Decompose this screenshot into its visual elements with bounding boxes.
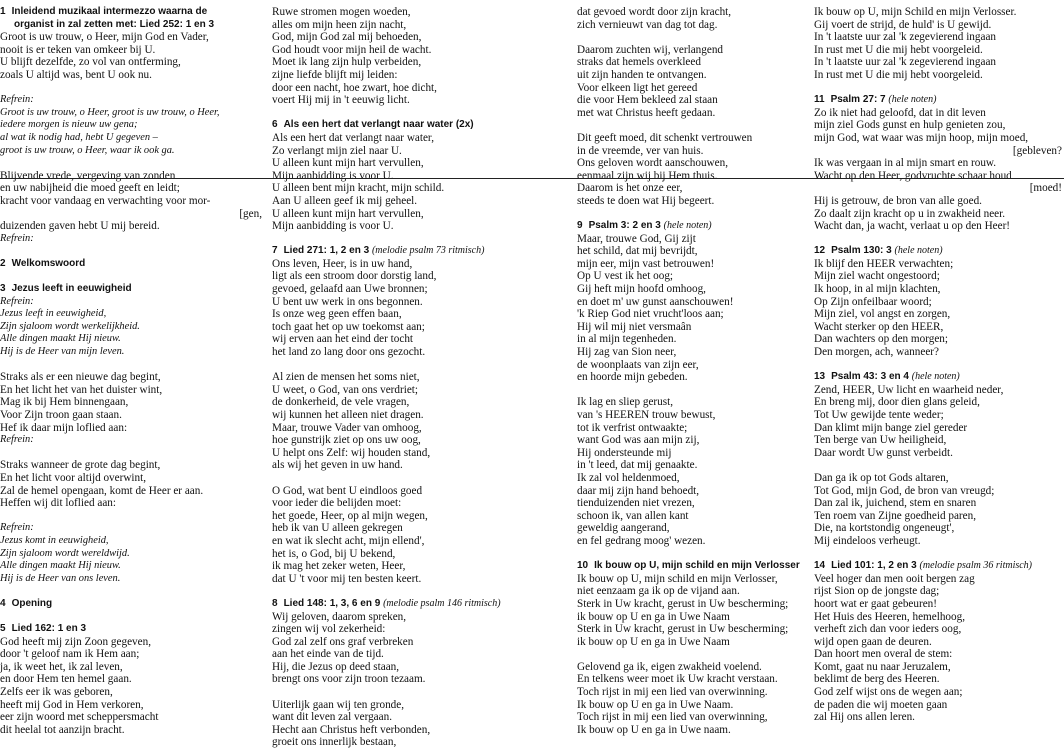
- verse-line: mijn God, wat waar was mijn hoop, mijn moed,: [814, 131, 1029, 144]
- verse-line: Heffen wij dit loflied aan:: [0, 497, 116, 510]
- verse-line: Gij heft mijn hoofd omhoog,: [577, 283, 706, 296]
- verse-line: Hecht aan Christus heft verbonden,: [272, 723, 431, 736]
- section-heading: [0, 283, 262, 296]
- verse-line: Dan klimt mijn bange ziel gereder: [814, 421, 968, 434]
- verse-line: dit heelal tot aanzijn bracht.: [0, 723, 125, 736]
- section-8: [272, 585, 544, 749]
- verse-line: Komt, gaat nu naar Jeruzalem,: [814, 660, 951, 673]
- spacer: [814, 548, 1062, 561]
- spacer: [0, 585, 262, 598]
- section-heading: [577, 220, 809, 233]
- verse-line: de paden die wij moeten gaan: [814, 698, 948, 711]
- spacer: [0, 270, 262, 283]
- verse-line: heb ik van U alleen gekregen: [272, 522, 403, 535]
- verse-line: U alleen kunt mijn hart vervullen,: [272, 157, 424, 170]
- section-number: 7: [272, 245, 278, 257]
- verse-line: Voor elkeen ligt het gereed: [577, 81, 698, 94]
- verse-line: wij kunnen het alleen niet dragen.: [272, 409, 424, 421]
- melody-note: (melodie psalm 73 ritmisch): [371, 245, 485, 257]
- verse-line: Ons leven, Heer, is in uw hand,: [272, 257, 413, 270]
- verse-line: zingen wij vol zekerheid:: [272, 623, 386, 636]
- verse-line: wij erven aan het eind der tocht: [272, 333, 414, 346]
- verse-line: brengt ons voor zijn troon tezaam.: [272, 673, 426, 686]
- verse-line: Aan U alleen geef ik mij geheel.: [272, 194, 418, 207]
- verse-line: Mijn ziel, vol angst en zorgen,: [814, 308, 951, 321]
- verse-line: voert Hij mij in 't eeuwig licht.: [272, 94, 410, 107]
- melody-note: (hele noten): [888, 94, 937, 106]
- section-number: 2: [0, 257, 6, 269]
- verse-line: In 't laatste uur zal 'k zegevierend ingaan: [814, 31, 997, 44]
- verse-line: Zend, HEER, Uw licht en waarheid neder,: [814, 383, 1004, 396]
- verse-line: Wacht dan, ja wacht, verlaat u op den Heer!: [814, 220, 1011, 233]
- verse-line: en doet m' uw gunst aanschouwen!: [577, 295, 734, 308]
- verse-line: zal Hij ons allen leren.: [814, 711, 915, 724]
- verse-line: Ruwe stromen mogen woeden,: [272, 6, 411, 18]
- verse-line: schoon ik, van allen kant: [577, 509, 689, 522]
- verse-line: straks dat hemels overkleed: [577, 56, 701, 69]
- verse-line: en wat ik slecht acht, mijn ellend',: [272, 534, 425, 547]
- verse-line: Hij ondersteunde mij: [577, 446, 672, 459]
- section-heading: [577, 560, 809, 573]
- verse-line: eer zijn woord met scheppersmacht: [0, 711, 159, 724]
- verse-line: en fel gedrang moog' wezen.: [577, 534, 706, 547]
- verse-line: Dan zal ik, juichend, stem en snaren: [814, 497, 977, 510]
- refrain-line: Hij is de Heer van mijn leven.: [0, 346, 125, 358]
- verse-line: Ik blijf den HEER verwachten;: [814, 257, 954, 270]
- section-number: 8: [272, 597, 278, 609]
- verse-line: in de vreemde, ver van huis.: [577, 144, 704, 157]
- verse-line: en uw nabijheid die moed geeft en leidt;: [0, 182, 180, 195]
- verse-line: Mijn aanbidding is voor U.: [272, 220, 394, 233]
- refrain-line: Zijn sjaloom wordt werkelijkheid.: [0, 320, 140, 332]
- verse-line: Sterk in Uw kracht, gerust in Uw bescherming;: [577, 597, 789, 610]
- heading-text: Lied 162: 1 en 3: [11, 623, 87, 635]
- verse-line: Moet ik lang zijn hulp verbeiden,: [272, 56, 422, 69]
- verse-line: zijne liefde blijft mij leiden:: [272, 68, 398, 81]
- verse-line: kracht voor vandaag en verwachting voor mor-: [0, 194, 211, 207]
- verse-line: Sterk in Uw kracht, gerust in Uw bescherming;: [577, 623, 789, 636]
- verse-line: Groot is uw trouw, o Heer, mijn God en Vader,: [0, 31, 209, 44]
- section-heading: [272, 245, 544, 258]
- spacer: [814, 82, 1062, 95]
- section-continued: [814, 6, 1062, 82]
- section-number: 1: [0, 6, 6, 17]
- verse-line: Ik bouw op U en ga in Uwe naam.: [577, 723, 731, 736]
- section-10: [577, 548, 809, 737]
- column-2: [272, 6, 544, 749]
- verse-line: Hij zag van Sion neer,: [577, 346, 677, 359]
- stanza-break: [272, 359, 544, 372]
- section-number: 4: [0, 597, 6, 609]
- heading-text: Psalm 27: 7: [830, 94, 886, 106]
- verse-line: met wat Christus heeft gedaan.: [577, 106, 716, 119]
- verse-line: steeds te doen wat Hij begeert.: [577, 194, 715, 207]
- column-3: [577, 6, 809, 736]
- heading-text: Psalm 43: 3 en 4: [831, 371, 909, 383]
- section-number: 13: [814, 371, 826, 383]
- verse-line: in 't leed, dat mij genaakte.: [577, 459, 698, 472]
- verse-line: Zelfs eer ik was geboren,: [0, 686, 113, 699]
- verse-line: Zo ik niet had geloofd, dat in dit leven: [814, 106, 986, 119]
- refrain-line: Refrein:: [0, 232, 34, 244]
- heading-text: Welkomswoord: [11, 257, 86, 269]
- verse-line: toch gaat het op uw toekomst aan;: [272, 320, 425, 333]
- stanza-break: [0, 82, 262, 95]
- verse-line: niet eenzaam ga ik op de vijand aan.: [577, 585, 740, 598]
- verse-line: En telkens weer moet ik Uw kracht verstaan.: [577, 673, 778, 686]
- section-2: [0, 245, 262, 270]
- verse-line: In 't laatste uur zal 'k zegevierend ingaan: [814, 56, 997, 69]
- section-heading: [272, 119, 544, 132]
- section-9: [577, 208, 809, 548]
- stanza-break: [577, 31, 809, 44]
- verse-line: Hef ik daar mijn loflied aan:: [0, 421, 128, 434]
- refrain-line: Refrein:: [0, 522, 34, 534]
- verse-line: Mij eindeloos verheugt.: [814, 534, 921, 547]
- melody-note: (hele noten): [894, 245, 943, 257]
- verse-line: En het licht voor altijd overwint,: [0, 471, 147, 484]
- verse-line: Tot Uw gewijde tente weder;: [814, 409, 944, 421]
- stanza-break: [0, 157, 262, 170]
- verse-line: ja, ik weet het, ik zal leven,: [0, 660, 123, 673]
- verse-line: Hij wil mij niet versmaân: [577, 320, 692, 333]
- verse-line: Zal de hemel opengaan, komt de Heer er aan.: [0, 484, 204, 497]
- verse-line: Wij geloven, daarom spreken,: [272, 610, 407, 623]
- section-number: 11: [814, 94, 825, 106]
- verse-line: door een nacht, hoe zwart, hoe dicht,: [272, 81, 437, 94]
- heading-text: Jezus leeft in eeuwigheid: [11, 283, 132, 295]
- verse-line: en door Hem ten hemel gaan.: [0, 673, 132, 686]
- verse-line: Op U vest ik het oog;: [577, 270, 674, 283]
- verse-line: Als een hert dat verlangt naar water,: [272, 131, 435, 144]
- section-number: 3: [0, 283, 6, 295]
- verse-line: de woonplaats van zijn eer,: [577, 358, 699, 371]
- verse-line: Maar, trouwe Vader van omhoog,: [272, 421, 422, 434]
- stanza-break: [0, 510, 262, 523]
- refrain-line: Zijn sjaloom wordt wereldwijd.: [0, 547, 130, 559]
- verse-line: ik bouw op U en ga in Uwe Naam: [577, 610, 730, 623]
- verse-line: In rust met U die mij hebt voorgeleid.: [814, 68, 983, 81]
- verse-line: Ik was vergaan in al mijn smart en rouw.: [814, 157, 997, 170]
- section-13: [814, 359, 1062, 548]
- verse-line: rijst Sion op de jongste dag;: [814, 585, 940, 598]
- verse-line: Op Zijn onfeilbaar woord;: [814, 295, 932, 308]
- stanza-break: [0, 447, 262, 460]
- section-1: [0, 6, 262, 245]
- refrain-line: Alle dingen maakt Hij nieuw.: [0, 333, 121, 345]
- verse-line: Ik bouw op U, mijn Schild en mijn Verlosser.: [814, 6, 1017, 18]
- spacer: [814, 233, 1062, 246]
- verse-line: Veel hoger dan men ooit bergen zag: [814, 572, 975, 585]
- section-number: 6: [272, 119, 278, 131]
- verse-line: Gelovend ga ik, eigen zwakheid voelend.: [577, 660, 762, 673]
- verse-line: [moed!: [1029, 182, 1062, 195]
- verse-line: zoals U altijd was, bent U ook nu.: [0, 68, 152, 81]
- verse-line: Mijn ziel wacht ongestoord;: [814, 270, 940, 283]
- verse-line: U alleen bent mijn kracht, mijn schild.: [272, 182, 445, 195]
- verse-line: in al mijn tegenheden.: [577, 333, 677, 346]
- section-number: 10: [577, 560, 589, 572]
- verse-line: het land zo lang door ons gezocht.: [272, 346, 426, 359]
- verse-line: Daarom is het onze eer,: [577, 182, 683, 195]
- section-12: [814, 233, 1062, 359]
- spacer: [272, 233, 544, 246]
- verse-line: het schild, dat mij bevrijdt,: [577, 245, 698, 258]
- verse-line: U helpt ons Zelf: wij houden stand,: [272, 446, 431, 459]
- refrain-line: al wat ik nodig had, hebt U gegeven –: [0, 131, 158, 143]
- verse-line: Daar wordt Uw gunst verbeidt.: [814, 446, 953, 459]
- melody-note: (melodie psalm 36 ritmisch): [919, 560, 1033, 572]
- verse-line: U blijft dezelfde, zo vol van ontferming,: [0, 56, 181, 69]
- verse-line: U weet, o God, van ons verdriet;: [272, 383, 419, 396]
- refrain-line: Alle dingen maakt Hij nieuw.: [0, 560, 121, 572]
- heading-text: Lied 101: 1, 2 en 3: [831, 560, 917, 572]
- verse-line: Hij is getrouw, de bron van alle goed.: [814, 194, 982, 207]
- verse-line: Toch rijst in mij een lied van overwinning,: [577, 711, 768, 724]
- verse-line: Voor Zijn troon gaan staan.: [0, 409, 122, 421]
- verse-line: daar mij zijn hand behoedt,: [577, 484, 700, 497]
- verse-line: Toch rijst in mij een lied van overwinning.: [577, 686, 768, 699]
- spacer: [272, 585, 544, 598]
- melody-note: (melodie psalm 146 ritmisch): [383, 597, 501, 609]
- verse-line: Wacht op den Heer, godvruchte schaar houd: [814, 169, 1012, 182]
- verse-line: God heeft mij zijn Zoon gegeven,: [0, 635, 151, 648]
- verse-line: Dan wachters op den morgen;: [814, 333, 949, 346]
- stanza-break: [0, 359, 262, 372]
- verse-line: verheft zich dan voor ieders oog,: [814, 623, 962, 636]
- verse-line: het goede, Heer, op al mijn wegen,: [272, 509, 428, 522]
- stanza-break: [272, 686, 544, 699]
- section-continued: [272, 6, 544, 107]
- verse-line: Zo verlangt mijn ziel naar U.: [272, 144, 402, 157]
- refrain-line: Refrein:: [0, 434, 34, 446]
- verse-line: en hoorde mijn gebeden.: [577, 371, 688, 384]
- verse-line: Gij voert de strijd, de huld' is U gewijd.: [814, 18, 992, 31]
- section-heading: [814, 371, 1062, 384]
- section-heading: [814, 94, 1062, 107]
- verse-line: gevoed, gelaafd aan Uwe bronnen;: [272, 283, 428, 296]
- spacer: [814, 359, 1062, 372]
- stanza-break: [577, 384, 809, 397]
- verse-line: ik bouw op U en ga in Uwe Naam: [577, 635, 730, 648]
- verse-line: Ten roem van Zijne goedheid paren,: [814, 509, 976, 522]
- verse-line: Mijn aanbidding is voor U.: [272, 169, 394, 182]
- section-heading: [0, 258, 262, 271]
- verse-line: O God, wat bent U eindloos goed: [272, 484, 423, 497]
- verse-line: mijn ziel Gods gunst en hulp genieten zou,: [814, 119, 1006, 132]
- verse-line: uit zijn handen te ontvangen.: [577, 68, 707, 81]
- verse-line: duizenden gaven hebt U mij bereid.: [0, 220, 160, 233]
- column-4: [814, 6, 1062, 724]
- verse-line: Den morgen, ach, wanneer?: [814, 346, 939, 359]
- heading-text: Lied 271: 1, 2 en 3: [283, 245, 370, 257]
- column-1: [0, 6, 262, 736]
- verse-line: dat U 't voor mij ten besten keert.: [272, 572, 422, 585]
- fold-line: [0, 178, 1064, 179]
- section-heading: [814, 245, 1062, 258]
- verse-line: beklimt de berg des Heeren.: [814, 673, 940, 686]
- verse-line: Mag ik bij Hem binnengaan,: [0, 396, 129, 409]
- verse-line: voor ieder die belijden moet:: [272, 497, 402, 510]
- verse-line: hoe gunstrijk ziet op ons uw oog,: [272, 434, 421, 447]
- verse-line: Ik hoop, in al mijn klachten,: [814, 283, 941, 296]
- verse-line: Ik zal vol heldenmoed,: [577, 471, 680, 484]
- verse-line: hoort wat er gaat gebeuren!: [814, 597, 938, 610]
- heading-text: Opening: [11, 597, 53, 609]
- verse-line: eenmaal zijn wij bij Hem thuis.: [577, 169, 718, 182]
- verse-line: groeit ons innerlijk bestaan,: [272, 736, 397, 749]
- verse-line: heeft mij God in Hem verkoren,: [0, 698, 144, 711]
- verse-line: het is, o God, bij U bekend,: [272, 547, 396, 560]
- spacer: [0, 611, 262, 624]
- section-14: [814, 548, 1062, 724]
- heading-text: organist in zal zetten met: Lied 252: 1 en 3: [14, 18, 215, 30]
- section-4: [0, 585, 262, 610]
- refrain-line: Jezus leeft in eeuwigheid,: [0, 308, 107, 320]
- verse-line: want dit leven zal vergaan.: [272, 711, 393, 724]
- verse-line: U alleen kunt mijn hart vervullen,: [272, 207, 424, 220]
- spacer: [0, 245, 262, 258]
- verse-line: tot ik verfrist ontwaakte;: [577, 421, 688, 434]
- verse-line: Tot God, mijn God, de bron van vreugd;: [814, 484, 995, 497]
- verse-line: zich vernieuwt van dag tot dag.: [577, 18, 718, 31]
- verse-line: Ik bouw op U, mijn schild en mijn Verlosser,: [577, 572, 778, 585]
- heading-text: Ik bouw op U, mijn schild en mijn Verlosser: [594, 560, 800, 572]
- verse-line: geweldig aangerand,: [577, 522, 670, 535]
- verse-line: Dan ga ik op tot Gods altaren,: [814, 471, 949, 484]
- verse-line: God houdt voor mijn heil de wacht.: [272, 43, 432, 56]
- verse-line: Al zien de mensen het soms niet,: [272, 371, 420, 384]
- melody-note: (hele noten): [911, 371, 960, 383]
- section-heading: [814, 560, 1062, 573]
- stanza-break: [814, 459, 1062, 472]
- verse-line: door 't geloof nam ik Hem aan;: [0, 648, 140, 661]
- refrain-line: Groot is uw trouw, o Heer, groot is uw trouw, o Heer,: [0, 106, 220, 118]
- refrain-line: groot is uw trouw, o Heer, waar ik ook ga.: [0, 144, 175, 156]
- verse-line: En het licht het van het duister wint,: [0, 383, 163, 396]
- verse-line: Zo daalt zijn kracht op u in zwakheid neer.: [814, 207, 1006, 220]
- section-number: 9: [577, 220, 583, 232]
- section-number: 5: [0, 623, 6, 635]
- verse-line: Het Huis des Heeren, hemelhoog,: [814, 610, 965, 623]
- verse-line: 'k Riep God niet vrucht'loos aan;: [577, 308, 724, 321]
- verse-line: Is onze weg geen effen baan,: [272, 308, 402, 321]
- verse-line: Straks wanneer de grote dag begint,: [0, 459, 161, 472]
- section-heading: [0, 623, 262, 636]
- heading-text: Psalm 130: 3: [831, 245, 892, 257]
- heading-text: Als een hert dat verlangt naar water (2x): [283, 119, 474, 131]
- spacer: [272, 107, 544, 120]
- section-heading: [0, 19, 262, 32]
- verse-line: wijd open gaan de deuren.: [814, 635, 932, 648]
- section-number: 12: [814, 245, 826, 257]
- verse-line: In rust met U die mij hebt voorgeleid.: [814, 43, 983, 56]
- verse-line: Blijvende vrede, vergeving van zonden: [0, 169, 176, 182]
- verse-line: Dit geeft moed, dit schenkt vertrouwen: [577, 131, 753, 144]
- verse-line: van 's HEEREN trouw bewust,: [577, 409, 716, 421]
- refrain-line: Jezus komt in eeuwigheid,: [0, 534, 109, 546]
- section-heading: [272, 598, 544, 611]
- verse-line: ik mag het zeker weten, Heer,: [272, 560, 406, 573]
- verse-line: Daarom zuchten wij, verlangend: [577, 43, 724, 56]
- verse-line: Ten berge van Uw heiligheid,: [814, 434, 947, 447]
- section-5: [0, 611, 262, 737]
- verse-line: tienduizenden niet vrezen,: [577, 497, 695, 510]
- verse-line: Uiterlijk gaan wij ten gronde,: [272, 698, 405, 711]
- verse-line: Dan hoort men overal de stem:: [814, 648, 953, 661]
- verse-line: Hij, die Jezus op deed staan,: [272, 660, 400, 673]
- melody-note: (hele noten): [663, 220, 712, 232]
- verse-line: En breng mij, door dien glans geleid,: [814, 396, 980, 409]
- verse-line: ligt als een stroom door dorstig land,: [272, 270, 437, 283]
- section-number: 14: [814, 560, 826, 572]
- heading-text: Psalm 3: 2 en 3: [588, 220, 661, 232]
- verse-line: Ons geloven wordt aanschouwen,: [577, 157, 728, 170]
- section-7: [272, 233, 544, 586]
- refrain-line: Refrein:: [0, 295, 34, 307]
- verse-line: Ik bouw op U en ga in Uwe Naam.: [577, 698, 734, 711]
- verse-line: nooit is er teken van omkeer bij U.: [0, 43, 156, 56]
- verse-line: U bent uw werk in ons begonnen.: [272, 295, 423, 308]
- stanza-break: [577, 648, 809, 661]
- verse-line: mijn eer, mijn vast betrouwen!: [577, 257, 715, 270]
- verse-line: aan het einde van de tijd.: [272, 648, 384, 661]
- verse-line: Ik lag en sliep gerust,: [577, 396, 674, 409]
- verse-line: als wij het geven in uw hand.: [272, 459, 403, 472]
- verse-line: Wacht sterker op den HEER,: [814, 320, 944, 333]
- verse-line: God zelf wijst ons de wegen aan;: [814, 686, 963, 699]
- verse-line: dat gevoed wordt door zijn kracht,: [577, 6, 732, 18]
- stanza-break: [577, 119, 809, 132]
- section-3: [0, 270, 262, 585]
- section-6: [272, 107, 544, 233]
- section-heading: [0, 6, 262, 19]
- refrain-line: Refrein:: [0, 94, 34, 106]
- stanza-break: [272, 472, 544, 485]
- verse-line: de donkerheid, de vele vragen,: [272, 396, 410, 409]
- verse-line: God, mijn God zal mij behoeden,: [272, 31, 422, 44]
- refrain-line: Hij is de Heer van ons leven.: [0, 572, 121, 584]
- spacer: [577, 208, 809, 221]
- verse-line: [gen,: [239, 207, 262, 220]
- spacer: [577, 548, 809, 561]
- section-heading: [0, 598, 262, 611]
- verse-line: die voor Hem bekleed zal staan: [577, 94, 718, 107]
- verse-line: Straks als er een nieuwe dag begint,: [0, 371, 161, 384]
- heading-text: Lied 148: 1, 3, 6 en 9: [283, 597, 381, 609]
- verse-line: Die, na kortstondig ongeneugt',: [814, 522, 955, 535]
- heading-text: Inleidend muzikaal intermezzo waarna de: [11, 6, 208, 17]
- refrain-line: iedere morgen is nieuw uw gena;: [0, 119, 138, 131]
- verse-line: alles om mijn heen zijn nacht,: [272, 18, 407, 31]
- verse-line: want God was aan mijn zij,: [577, 434, 700, 447]
- verse-line: Maar, trouwe God, Gij zijt: [577, 232, 696, 245]
- verse-line: [gebleven?: [1012, 144, 1062, 157]
- verse-line: God zal zelf ons graf verbreken: [272, 635, 414, 648]
- section-11: [814, 82, 1062, 233]
